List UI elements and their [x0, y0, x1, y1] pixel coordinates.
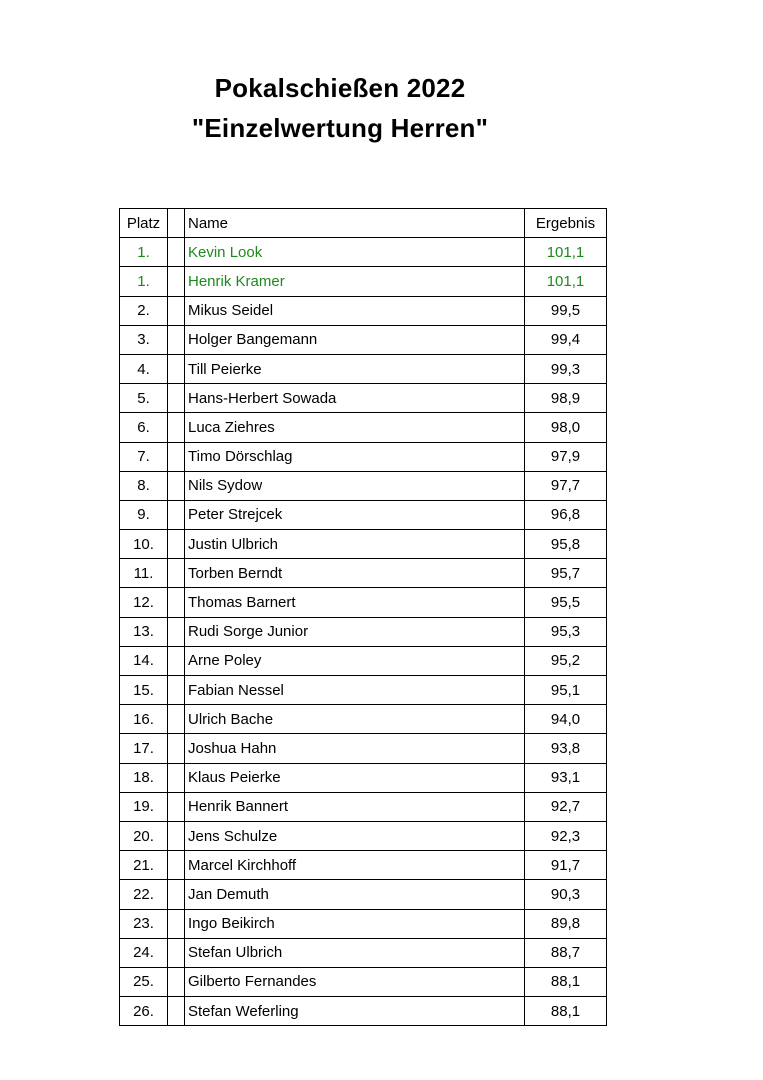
table-row — [120, 909, 607, 938]
result-cell: 92,3 — [525, 821, 607, 850]
table-row — [120, 617, 607, 646]
spacer-cell — [168, 559, 185, 588]
name-cell: Luca Ziehres — [185, 413, 525, 442]
name-cell: Jens Schulze — [185, 821, 525, 850]
table-row — [120, 676, 607, 705]
name-cell: Justin Ulbrich — [185, 530, 525, 559]
rank-cell: 11. — [120, 559, 168, 588]
spacer-cell — [168, 792, 185, 821]
result-cell: 95,2 — [525, 646, 607, 675]
name-cell: Mikus Seidel — [185, 296, 525, 325]
table-row — [120, 267, 607, 296]
table-row — [120, 238, 607, 267]
rank-cell: 10. — [120, 530, 168, 559]
spacer-cell — [168, 325, 185, 354]
result-cell: 99,4 — [525, 325, 607, 354]
table-row — [120, 354, 607, 383]
result-cell: 101,1 — [525, 267, 607, 296]
spacer-cell — [168, 471, 185, 500]
spacer-cell — [168, 705, 185, 734]
name-cell: Timo Dörschlag — [185, 442, 525, 471]
result-cell: 99,5 — [525, 296, 607, 325]
result-cell: 95,5 — [525, 588, 607, 617]
result-cell: 92,7 — [525, 792, 607, 821]
rank-cell: 6. — [120, 413, 168, 442]
rank-cell: 25. — [120, 967, 168, 996]
rank-cell: 19. — [120, 792, 168, 821]
table-row — [120, 442, 607, 471]
rank-cell: 7. — [120, 442, 168, 471]
result-cell: 97,7 — [525, 471, 607, 500]
table-row — [120, 471, 607, 500]
rank-cell: 1. — [120, 267, 168, 296]
name-cell: Kevin Look — [185, 238, 525, 267]
name-cell: Rudi Sorge Junior — [185, 617, 525, 646]
name-cell: Peter Strejcek — [185, 500, 525, 529]
rank-cell: 9. — [120, 500, 168, 529]
table-row — [120, 851, 607, 880]
table-row — [120, 530, 607, 559]
name-cell: Arne Poley — [185, 646, 525, 675]
spacer-cell — [168, 967, 185, 996]
table-row — [120, 938, 607, 967]
rank-cell: 5. — [120, 384, 168, 413]
rank-cell: 23. — [120, 909, 168, 938]
name-cell: Klaus Peierke — [185, 763, 525, 792]
rank-cell: 8. — [120, 471, 168, 500]
rank-cell: 17. — [120, 734, 168, 763]
rank-cell: 4. — [120, 354, 168, 383]
results-table — [119, 208, 607, 1026]
spacer-cell — [168, 442, 185, 471]
result-cell: 94,0 — [525, 705, 607, 734]
spacer-cell — [168, 909, 185, 938]
spacer-cell — [168, 238, 185, 267]
result-cell: 98,9 — [525, 384, 607, 413]
result-cell: 90,3 — [525, 880, 607, 909]
table-row — [120, 646, 607, 675]
name-cell: Henrik Bannert — [185, 792, 525, 821]
name-cell: Hans-Herbert Sowada — [185, 384, 525, 413]
table-row — [120, 296, 607, 325]
rank-cell: 18. — [120, 763, 168, 792]
table-row — [120, 821, 607, 850]
spacer-cell — [168, 413, 185, 442]
header-platz: Platz — [120, 209, 168, 238]
table-row — [120, 997, 607, 1026]
document-title: Pokalschießen 2022 — [214, 73, 466, 103]
spacer-cell — [168, 938, 185, 967]
rank-cell: 26. — [120, 997, 168, 1026]
table-row — [120, 384, 607, 413]
table-row — [120, 880, 607, 909]
table-row — [120, 763, 607, 792]
spacer-cell — [168, 997, 185, 1026]
table-row — [120, 792, 607, 821]
result-cell: 96,8 — [525, 500, 607, 529]
table-row — [120, 705, 607, 734]
result-cell: 95,1 — [525, 676, 607, 705]
spacer-cell — [168, 763, 185, 792]
name-cell: Thomas Barnert — [185, 588, 525, 617]
rank-cell: 3. — [120, 325, 168, 354]
result-cell: 95,3 — [525, 617, 607, 646]
result-cell: 88,7 — [525, 938, 607, 967]
rank-cell: 15. — [120, 676, 168, 705]
name-cell: Stefan Weferling — [185, 997, 525, 1026]
spacer-cell — [168, 500, 185, 529]
result-cell: 95,8 — [525, 530, 607, 559]
name-cell: Fabian Nessel — [185, 676, 525, 705]
rank-cell: 2. — [120, 296, 168, 325]
header-spacer — [168, 209, 185, 238]
rank-cell: 13. — [120, 617, 168, 646]
table-row — [120, 413, 607, 442]
name-cell: Holger Bangemann — [185, 325, 525, 354]
name-cell: Till Peierke — [185, 354, 525, 383]
name-cell: Joshua Hahn — [185, 734, 525, 763]
name-cell: Nils Sydow — [185, 471, 525, 500]
table-header-row — [120, 209, 607, 238]
result-cell: 97,9 — [525, 442, 607, 471]
table-row — [120, 588, 607, 617]
spacer-cell — [168, 267, 185, 296]
table-row — [120, 325, 607, 354]
rank-cell: 14. — [120, 646, 168, 675]
name-cell: Stefan Ulbrich — [185, 938, 525, 967]
header-name: Name — [185, 209, 525, 238]
spacer-cell — [168, 354, 185, 383]
spacer-cell — [168, 646, 185, 675]
spacer-cell — [168, 734, 185, 763]
rank-cell: 22. — [120, 880, 168, 909]
name-cell: Torben Berndt — [185, 559, 525, 588]
name-cell: Gilberto Fernandes — [185, 967, 525, 996]
result-cell: 91,7 — [525, 851, 607, 880]
table-row — [120, 559, 607, 588]
rank-cell: 24. — [120, 938, 168, 967]
spacer-cell — [168, 588, 185, 617]
rank-cell: 20. — [120, 821, 168, 850]
spacer-cell — [168, 880, 185, 909]
table-row — [120, 500, 607, 529]
rank-cell: 1. — [120, 238, 168, 267]
table-row — [120, 734, 607, 763]
name-cell: Marcel Kirchhoff — [185, 851, 525, 880]
spacer-cell — [168, 296, 185, 325]
spacer-cell — [168, 851, 185, 880]
result-cell: 95,7 — [525, 559, 607, 588]
result-cell: 101,1 — [525, 238, 607, 267]
result-cell: 93,1 — [525, 763, 607, 792]
spacer-cell — [168, 617, 185, 646]
rank-cell: 16. — [120, 705, 168, 734]
header-ergebnis: Ergebnis — [525, 209, 607, 238]
result-cell: 99,3 — [525, 354, 607, 383]
name-cell: Jan Demuth — [185, 880, 525, 909]
rank-cell: 12. — [120, 588, 168, 617]
name-cell: Ingo Beikirch — [185, 909, 525, 938]
spacer-cell — [168, 530, 185, 559]
result-cell: 88,1 — [525, 967, 607, 996]
spacer-cell — [168, 821, 185, 850]
result-cell: 98,0 — [525, 413, 607, 442]
table-row — [120, 967, 607, 996]
name-cell: Ulrich Bache — [185, 705, 525, 734]
result-cell: 93,8 — [525, 734, 607, 763]
result-cell: 89,8 — [525, 909, 607, 938]
spacer-cell — [168, 676, 185, 705]
spacer-cell — [168, 384, 185, 413]
result-cell: 88,1 — [525, 997, 607, 1026]
rank-cell: 21. — [120, 851, 168, 880]
name-cell: Henrik Kramer — [185, 267, 525, 296]
document-subtitle: "Einzelwertung Herren" — [191, 113, 489, 143]
